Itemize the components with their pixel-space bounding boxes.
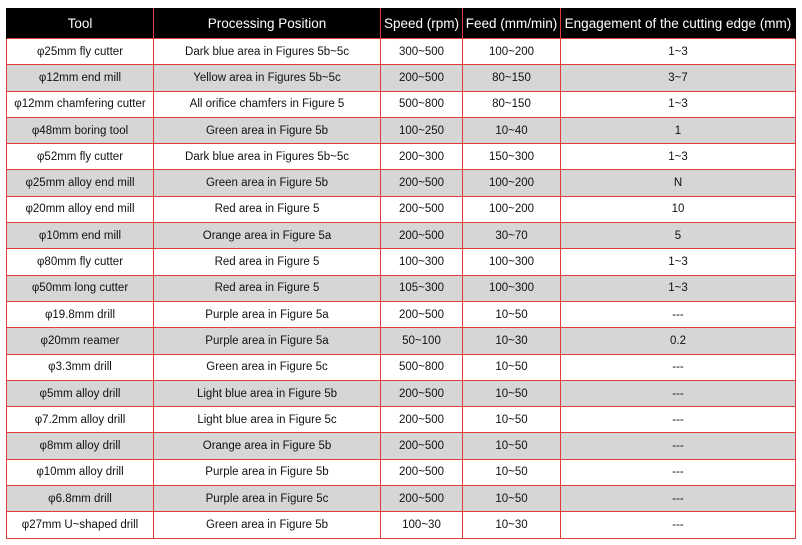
table-row: [7, 512, 796, 538]
cell-engagement: ---: [561, 301, 796, 327]
cell-tool: φ48mm boring tool: [7, 117, 154, 143]
cell-feed: 80~150: [463, 91, 561, 117]
cell-engagement: ---: [561, 433, 796, 459]
cell-tool: φ8mm alloy drill: [7, 433, 154, 459]
table-row: [7, 380, 796, 406]
cell-speed: 300~500: [381, 39, 463, 65]
cell-feed: 30~70: [463, 223, 561, 249]
cell-feed: 80~150: [463, 65, 561, 91]
header-speed: Speed (rpm): [381, 8, 463, 39]
cell-engagement: 1~3: [561, 39, 796, 65]
table-row: [7, 407, 796, 433]
cell-tool: φ50mm long cutter: [7, 275, 154, 301]
cell-feed: 150~300: [463, 144, 561, 170]
cell-feed: 10~50: [463, 486, 561, 512]
cell-processing-position: Dark blue area in Figures 5b~5c: [154, 144, 381, 170]
cell-tool: φ25mm fly cutter: [7, 39, 154, 65]
cell-tool: φ6.8mm drill: [7, 486, 154, 512]
cell-tool: φ19.8mm drill: [7, 301, 154, 327]
cell-speed: 200~500: [381, 486, 463, 512]
cell-tool: φ20mm reamer: [7, 328, 154, 354]
cell-speed: 200~500: [381, 301, 463, 327]
cell-feed: 10~50: [463, 433, 561, 459]
table-row: [7, 39, 796, 65]
cell-processing-position: Purple area in Figure 5a: [154, 328, 381, 354]
cell-feed: 10~50: [463, 301, 561, 327]
cell-processing-position: Purple area in Figure 5c: [154, 486, 381, 512]
cell-tool: φ10mm end mill: [7, 223, 154, 249]
cell-processing-position: Red area in Figure 5: [154, 275, 381, 301]
cell-engagement: ---: [561, 380, 796, 406]
cell-feed: 10~50: [463, 380, 561, 406]
table-header: [7, 8, 796, 39]
cell-speed: 200~500: [381, 65, 463, 91]
cell-engagement: ---: [561, 486, 796, 512]
cell-engagement: 1~3: [561, 91, 796, 117]
header-feed: Feed (mm/min): [463, 8, 561, 39]
cell-processing-position: Green area in Figure 5b: [154, 170, 381, 196]
cell-feed: 10~30: [463, 512, 561, 538]
cell-tool: φ12mm chamfering cutter: [7, 91, 154, 117]
cell-feed: 10~50: [463, 459, 561, 485]
cell-feed: 100~200: [463, 196, 561, 222]
cell-processing-position: Green area in Figure 5b: [154, 117, 381, 143]
cell-engagement: 10: [561, 196, 796, 222]
cell-speed: 200~500: [381, 459, 463, 485]
cell-speed: 500~800: [381, 91, 463, 117]
cell-tool: φ52mm fly cutter: [7, 144, 154, 170]
cell-speed: 500~800: [381, 354, 463, 380]
cell-processing-position: Green area in Figure 5c: [154, 354, 381, 380]
cell-feed: 10~40: [463, 117, 561, 143]
cell-speed: 200~500: [381, 433, 463, 459]
cell-tool: φ27mm U~shaped drill: [7, 512, 154, 538]
tool-parameters-table-wrapper: [6, 8, 795, 539]
table-row: [7, 170, 796, 196]
cell-feed: 100~300: [463, 249, 561, 275]
cell-processing-position: Red area in Figure 5: [154, 196, 381, 222]
cell-processing-position: Purple area in Figure 5a: [154, 301, 381, 327]
header-row: [7, 8, 796, 39]
cell-engagement: 1~3: [561, 275, 796, 301]
cell-processing-position: All orifice chamfers in Figure 5: [154, 91, 381, 117]
cell-processing-position: Light blue area in Figure 5c: [154, 407, 381, 433]
cell-engagement: N: [561, 170, 796, 196]
cell-engagement: ---: [561, 354, 796, 380]
cell-engagement: ---: [561, 459, 796, 485]
cell-engagement: 1: [561, 117, 796, 143]
cell-tool: φ3.3mm drill: [7, 354, 154, 380]
cell-engagement: 3~7: [561, 65, 796, 91]
cell-speed: 200~500: [381, 170, 463, 196]
cell-engagement: ---: [561, 512, 796, 538]
header-tool: Tool: [7, 8, 154, 39]
cell-feed: 10~50: [463, 407, 561, 433]
cell-processing-position: Orange area in Figure 5a: [154, 223, 381, 249]
cell-speed: 200~300: [381, 144, 463, 170]
cell-feed: 100~300: [463, 275, 561, 301]
cell-tool: φ80mm fly cutter: [7, 249, 154, 275]
cell-speed: 105~300: [381, 275, 463, 301]
cell-feed: 10~50: [463, 354, 561, 380]
table-row: [7, 486, 796, 512]
cell-feed: 100~200: [463, 170, 561, 196]
cell-tool: φ5mm alloy drill: [7, 380, 154, 406]
table-row: [7, 459, 796, 485]
cell-tool: φ10mm alloy drill: [7, 459, 154, 485]
cell-speed: 200~500: [381, 380, 463, 406]
table-row: [7, 354, 796, 380]
cell-feed: 100~200: [463, 39, 561, 65]
table-row: [7, 91, 796, 117]
cell-tool: φ7.2mm alloy drill: [7, 407, 154, 433]
cell-processing-position: Dark blue area in Figures 5b~5c: [154, 39, 381, 65]
table-row: [7, 328, 796, 354]
cell-engagement: ---: [561, 407, 796, 433]
header-processing-position: Processing Position: [154, 8, 381, 39]
cell-processing-position: Yellow area in Figures 5b~5c: [154, 65, 381, 91]
table-row: [7, 117, 796, 143]
cell-tool: φ20mm alloy end mill: [7, 196, 154, 222]
cell-speed: 100~300: [381, 249, 463, 275]
table-row: [7, 65, 796, 91]
cell-processing-position: Green area in Figure 5b: [154, 512, 381, 538]
cell-feed: 10~30: [463, 328, 561, 354]
table-row: [7, 196, 796, 222]
header-engagement: Engagement of the cutting edge (mm): [561, 8, 796, 39]
cell-engagement: 1~3: [561, 249, 796, 275]
cell-speed: 200~500: [381, 223, 463, 249]
cell-processing-position: Light blue area in Figure 5b: [154, 380, 381, 406]
cell-tool: φ12mm end mill: [7, 65, 154, 91]
table-row: [7, 249, 796, 275]
table-row: [7, 223, 796, 249]
cell-engagement: 5: [561, 223, 796, 249]
cell-speed: 200~500: [381, 196, 463, 222]
table-row: [7, 433, 796, 459]
cell-speed: 50~100: [381, 328, 463, 354]
cell-engagement: 1~3: [561, 144, 796, 170]
table-row: [7, 301, 796, 327]
table-row: [7, 144, 796, 170]
cell-speed: 200~500: [381, 407, 463, 433]
cell-engagement: 0.2: [561, 328, 796, 354]
cell-tool: φ25mm alloy end mill: [7, 170, 154, 196]
table-row: [7, 275, 796, 301]
table-body: [7, 39, 796, 539]
cell-speed: 100~30: [381, 512, 463, 538]
cell-processing-position: Orange area in Figure 5b: [154, 433, 381, 459]
tool-parameters-table: [6, 8, 796, 539]
cell-processing-position: Purple area in Figure 5b: [154, 459, 381, 485]
cell-processing-position: Red area in Figure 5: [154, 249, 381, 275]
cell-speed: 100~250: [381, 117, 463, 143]
